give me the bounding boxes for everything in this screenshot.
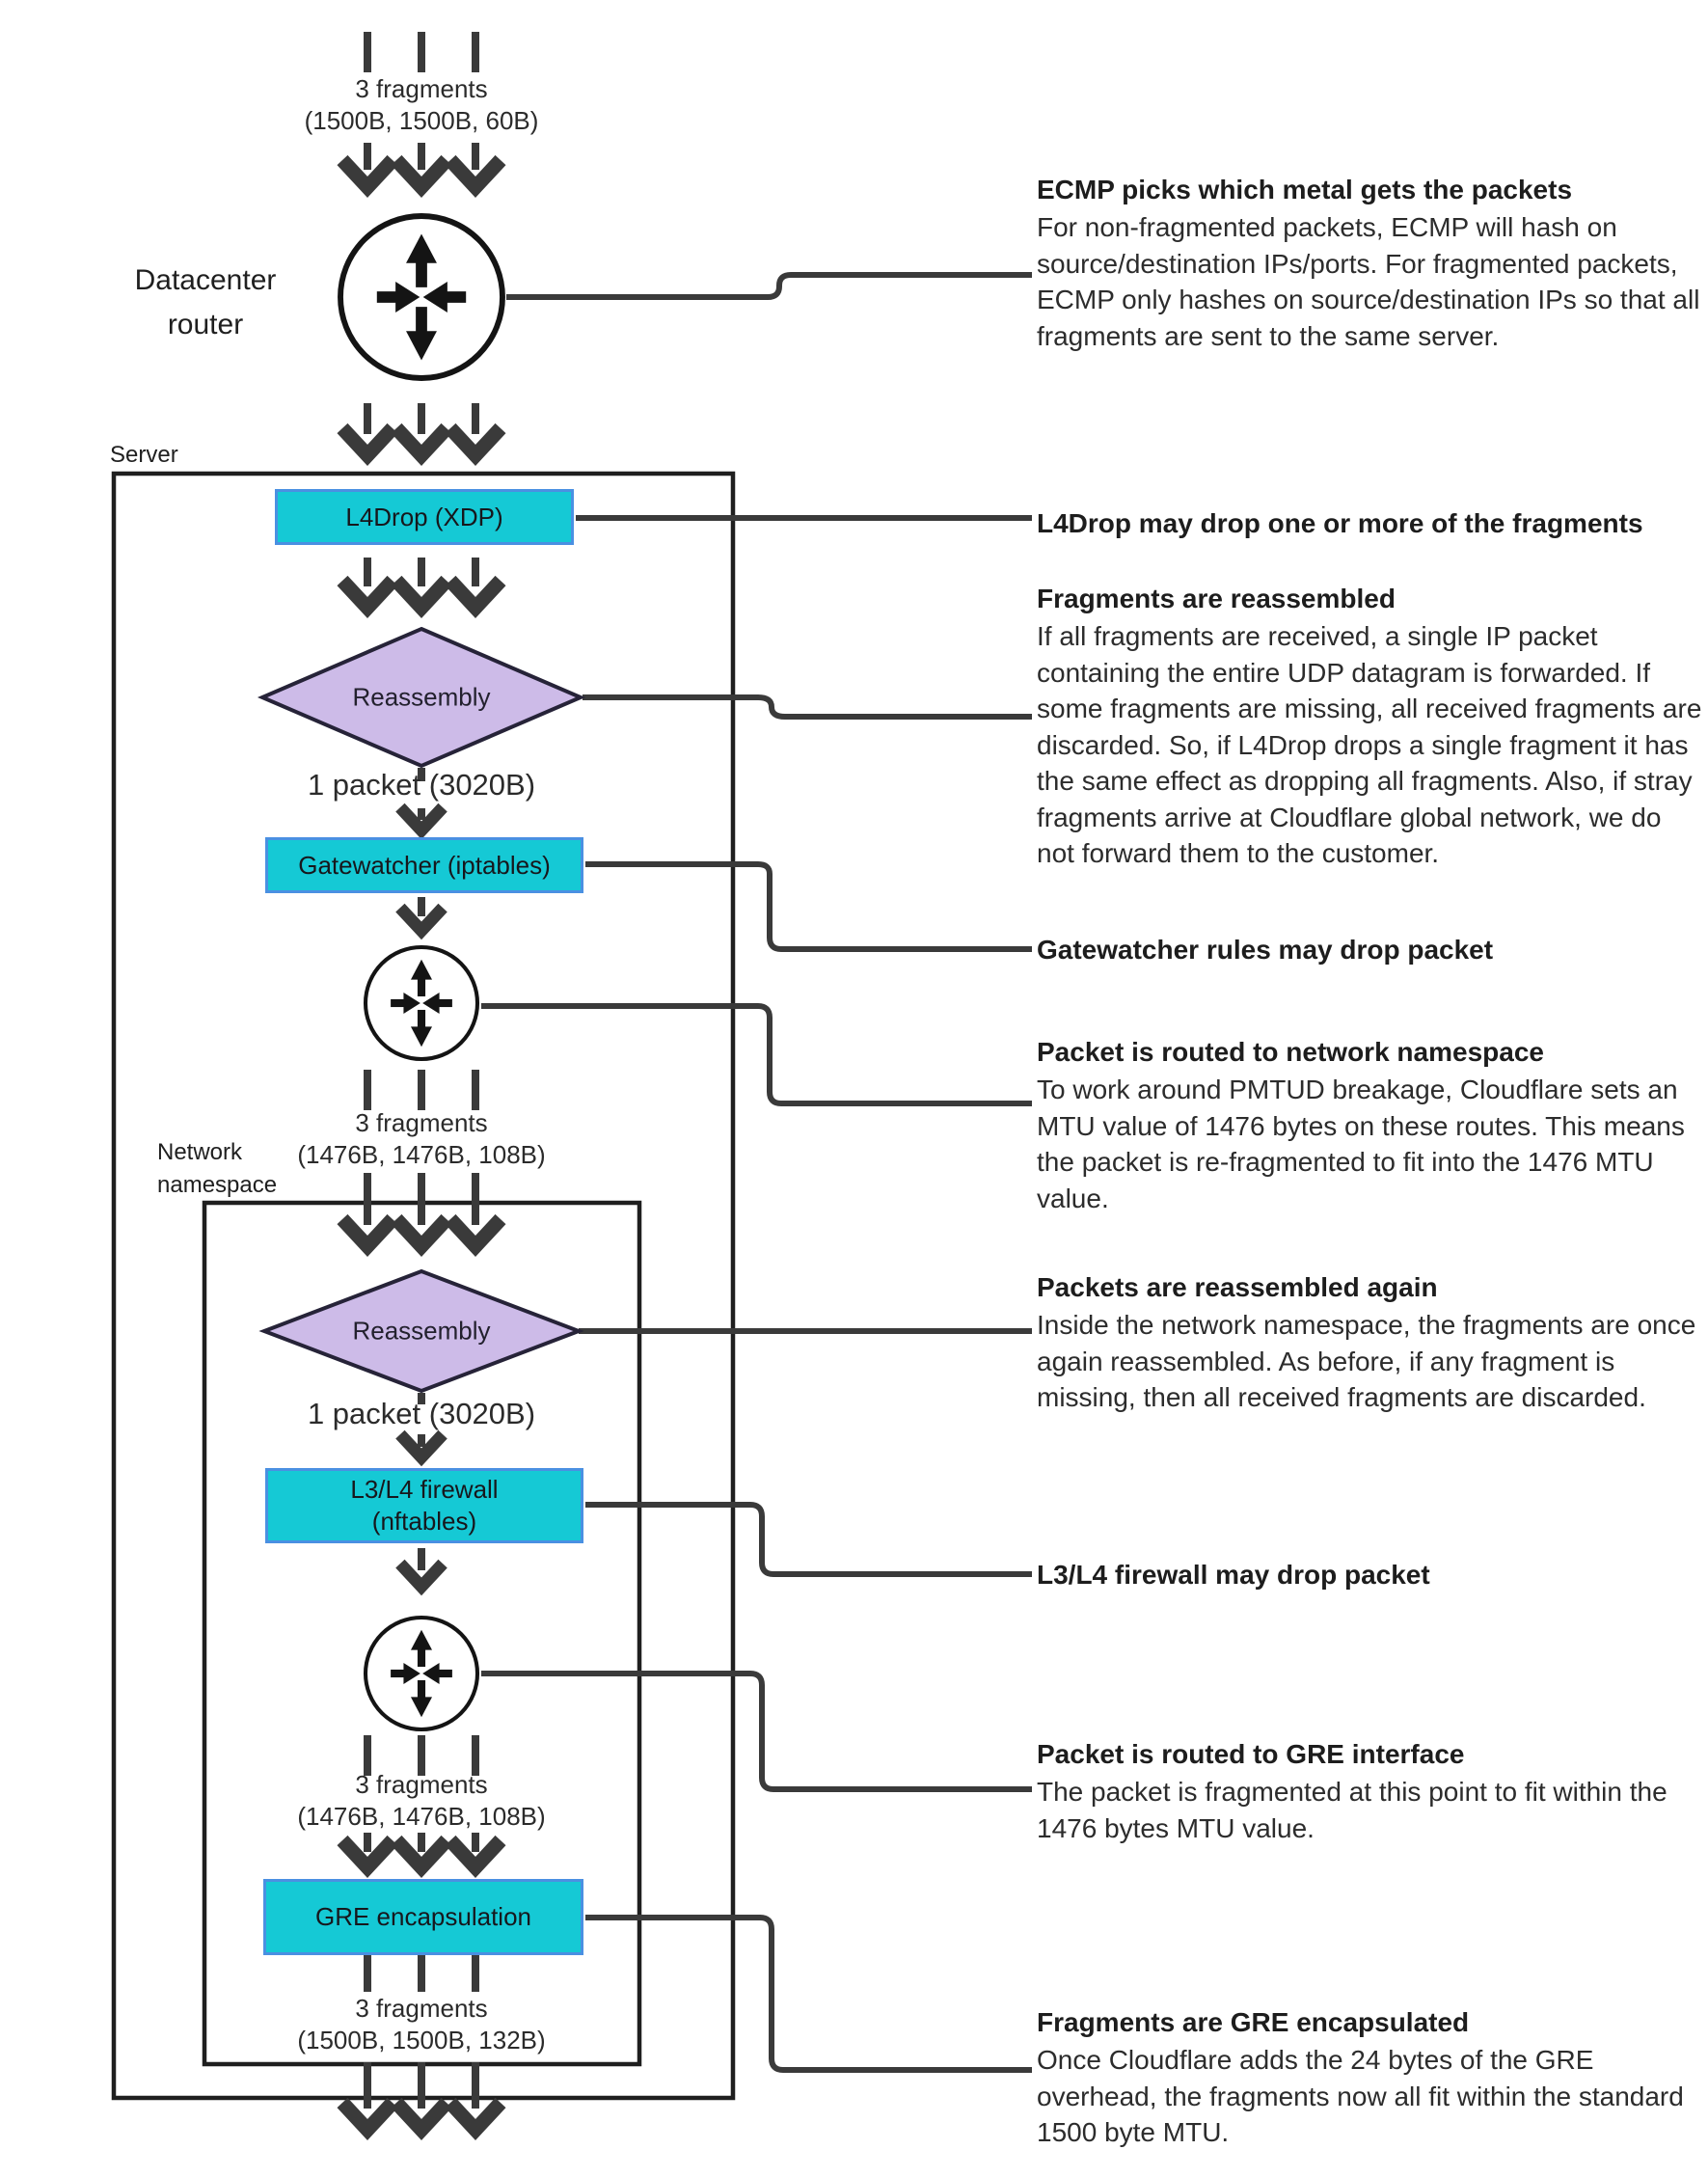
arrow-row-exit-bottom — [367, 2062, 475, 2109]
annotation-gre-interface — [1037, 1736, 1702, 1846]
annotation-network-namespace — [1037, 1034, 1702, 1216]
connector-line — [583, 697, 1032, 717]
gre-encapsulation-box-label: GRE encapsulation — [314, 1902, 532, 1931]
fragment-caption-line2: (1476B, 1476B, 108B) — [297, 1140, 546, 1169]
l4drop-box-label: L4Drop (XDP) — [345, 502, 503, 531]
connector-line — [585, 1505, 1032, 1574]
annotation-body: To work around PMTUD breakage, Cloudflare sets an MTU value of 1476 bytes on these routes. This means the packet is re-fragmented to fit into the 1476 MTU value. — [1037, 1075, 1685, 1213]
fragment-tick-icon — [367, 32, 475, 72]
annotation-body: The packet is fragmented at this point to fit within the 1476 bytes MTU value. — [1037, 1777, 1667, 1843]
fragment-caption-line2: (1500B, 1500B, 132B) — [297, 2026, 546, 2055]
annotation-reassembled — [1037, 581, 1702, 872]
fragment-caption-line2: (1476B, 1476B, 108B) — [297, 1802, 546, 1831]
network-namespace-label-line2: namespace — [157, 1172, 278, 1198]
reassembly-diamond-label: Reassembly — [352, 1316, 491, 1346]
annotation-gre-encapsulated — [1037, 2004, 1702, 2151]
datacenter-router-label-line1: Datacenter — [134, 264, 277, 296]
annotation-title: Packets are reassembled again — [1037, 1272, 1438, 1302]
server-label: Server — [110, 442, 178, 468]
fragment-tick-icon — [367, 1070, 475, 1110]
reassembly-diamond-label: Reassembly — [352, 682, 491, 712]
gatewatcher-box-label: Gatewatcher (iptables) — [298, 850, 551, 880]
router-icon — [366, 1618, 477, 1729]
fragment-caption — [305, 73, 539, 137]
annotation-body: For non-fragmented packets, ECMP will hash on source/destination IPs/ports. For fragmented packets, ECMP only hashes on source/destination IPs so that all fragments are sent to the same server. — [1037, 212, 1700, 351]
l3l4-firewall-box-line1: L3/L4 firewall — [350, 1475, 499, 1504]
fragment-caption-line1: 3 fragments — [355, 1770, 488, 1799]
fragment-caption-line1: 3 fragments — [355, 1108, 488, 1137]
annotation-reassembled-again — [1037, 1269, 1702, 1416]
annotation-body: Inside the network namespace, the fragments are once again reassembled. As before, if any fragment is missing, then all received fragments are discarded. — [1037, 1310, 1696, 1412]
l3l4-firewall-box-line2: (nftables) — [371, 1507, 477, 1536]
fragment-caption-line2: (1500B, 1500B, 60B) — [304, 106, 539, 135]
annotation-title: L4Drop may drop one or more of the fragments — [1037, 508, 1643, 538]
annotation-l4drop — [1037, 505, 1702, 543]
network-namespace-label-line1: Network — [157, 1139, 243, 1165]
annotation-title: Gatewatcher rules may drop packet — [1037, 935, 1494, 965]
router-icon — [366, 947, 477, 1059]
annotation-ecmp — [1037, 172, 1702, 354]
annotation-body: If all fragments are received, a single IP packet containing the entire UDP datagram is forwarded. If some fragments are missing, all received fragments are discarded. So, if L4Drop drops a single fragment it has the same effect as dropping all fragments. Also, if stray fragments arrive at Cloudflare global network, we do not forward them to the customer. — [1037, 621, 1702, 868]
fragment-caption — [297, 1769, 545, 1833]
fragment-caption-line1: 3 fragments — [355, 1994, 488, 2023]
connector-line — [585, 1918, 1032, 2070]
connector-line — [585, 864, 1032, 949]
connector-line — [481, 1006, 1032, 1103]
l3l4-firewall-box — [265, 1468, 583, 1543]
annotation-title: ECMP picks which metal gets the packets — [1037, 175, 1573, 204]
datacenter-router-label — [99, 259, 312, 347]
network-namespace-label — [157, 1136, 277, 1202]
connector-line — [481, 1674, 1032, 1789]
annotation-l3l4-firewall — [1037, 1557, 1702, 1594]
annotation-title: Packet is routed to GRE interface — [1037, 1739, 1465, 1769]
l4drop-box — [275, 489, 574, 545]
gre-encapsulation-box — [263, 1879, 583, 1955]
arrow-row-into-namespace — [367, 1173, 475, 1225]
gatewatcher-box — [265, 837, 583, 893]
packet-size-label: 1 packet (3020B) — [307, 768, 536, 802]
annotation-title: Fragments are reassembled — [1037, 584, 1396, 613]
annotation-title: Fragments are GRE encapsulated — [1037, 2007, 1470, 2037]
datacenter-router-label-line2: router — [167, 309, 244, 340]
fragment-caption — [297, 1107, 545, 1171]
packet-size-label: 1 packet (3020B) — [307, 1397, 536, 1430]
annotation-title: L3/L4 firewall may drop packet — [1037, 1560, 1430, 1590]
fragment-tick-icon — [367, 1951, 475, 1992]
annotation-title: Packet is routed to network namespace — [1037, 1037, 1544, 1067]
annotation-gatewatcher — [1037, 932, 1702, 969]
annotation-body: Once Cloudflare adds the 24 bytes of the GRE overhead, the fragments now all fit within the standard 1500 byte MTU. — [1037, 2045, 1684, 2147]
router-icon — [340, 216, 502, 378]
fragment-caption-line1: 3 fragments — [355, 74, 488, 103]
connector-line — [506, 275, 1032, 297]
fragment-caption — [297, 1993, 545, 2056]
